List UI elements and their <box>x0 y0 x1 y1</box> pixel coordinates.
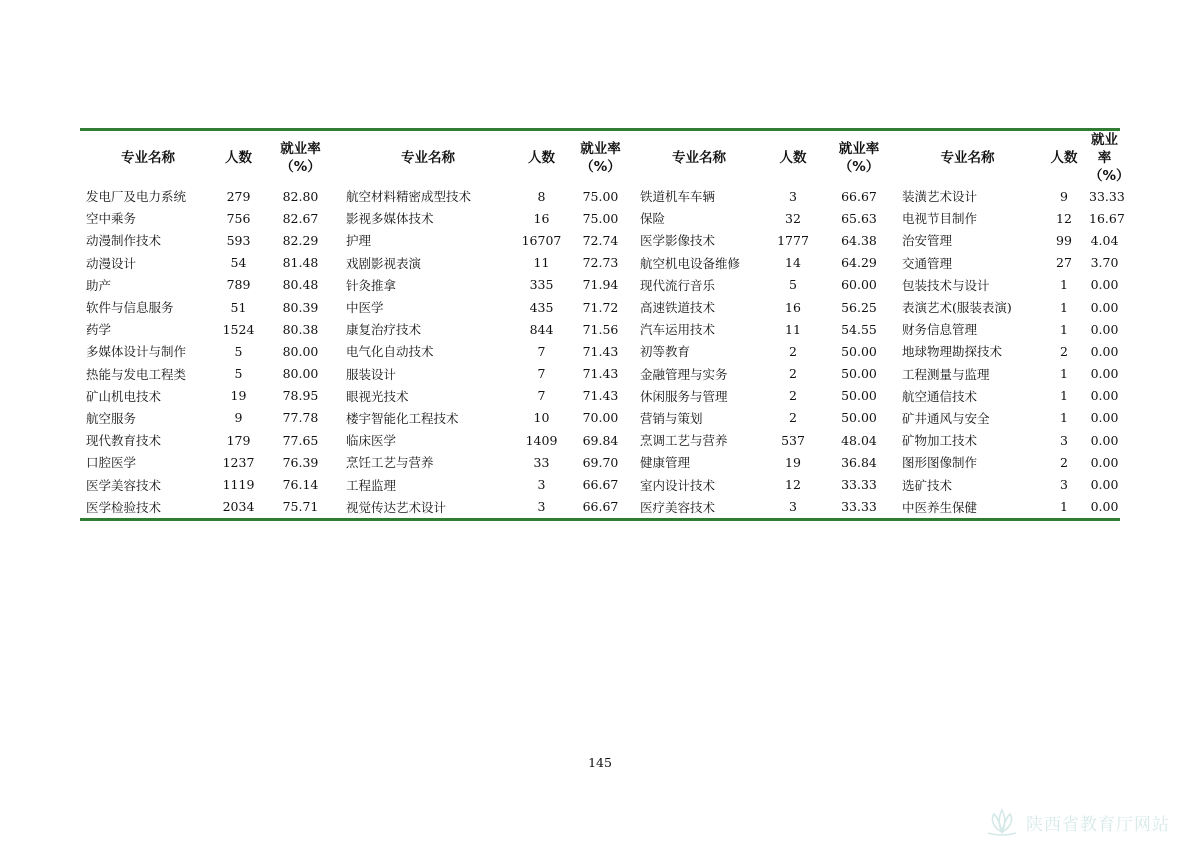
rate-cell: 60.00 <box>841 277 877 293</box>
rate-cell: 16.67 <box>1089 210 1125 226</box>
count-cell: 1119 <box>222 477 255 493</box>
count-cell: 2 <box>789 388 797 404</box>
rate-cell: 70.00 <box>582 410 619 426</box>
count-cell: 3 <box>537 477 546 493</box>
major-name-cell: 地球物理勘探技术 <box>902 344 1003 360</box>
count-cell: 11 <box>533 255 550 271</box>
count-cell: 7 <box>537 343 546 359</box>
table-row <box>80 318 1120 340</box>
major-name-cell: 软件与信息服务 <box>86 300 174 316</box>
count-cell: 10 <box>533 410 550 426</box>
major-name-cell: 现代教育技术 <box>86 433 162 449</box>
rate-cell: 4.04 <box>1090 232 1119 248</box>
rate-cell: 33.33 <box>1089 188 1125 204</box>
count-cell: 1 <box>1060 410 1068 426</box>
major-name-cell: 口腔医学 <box>86 455 137 471</box>
rate-cell: 82.29 <box>282 232 319 248</box>
count-cell: 1 <box>1060 277 1068 293</box>
rate-cell: 50.00 <box>841 410 877 426</box>
rate-cell: 75.00 <box>582 188 619 204</box>
count-cell: 756 <box>226 210 251 226</box>
count-cell: 179 <box>226 432 251 448</box>
major-name-cell: 保险 <box>640 211 666 227</box>
header-count: 人数 <box>779 150 807 166</box>
major-name-cell: 治安管理 <box>902 233 953 249</box>
header-rate: 就业率 （%） <box>580 141 621 175</box>
rate-cell: 71.43 <box>582 343 619 359</box>
count-cell: 27 <box>1056 255 1072 271</box>
count-cell: 16 <box>785 299 801 315</box>
major-name-cell: 选矿技术 <box>902 477 953 493</box>
count-cell: 3 <box>537 499 546 515</box>
rate-cell: 66.67 <box>582 477 619 493</box>
major-name-cell: 楼宇智能化工程技术 <box>346 410 459 426</box>
major-name-cell: 空中乘务 <box>86 211 137 227</box>
rate-cell: 65.63 <box>841 210 877 226</box>
major-name-cell: 矿井通风与安全 <box>902 410 990 426</box>
count-cell: 33 <box>533 454 550 470</box>
rate-cell: 71.72 <box>582 299 619 315</box>
count-cell: 5 <box>789 277 797 293</box>
header-major-name: 专业名称 <box>401 150 455 166</box>
rate-cell: 66.67 <box>582 499 619 515</box>
rate-cell: 0.00 <box>1090 410 1119 426</box>
rate-cell: 66.67 <box>841 188 877 204</box>
rate-cell: 3.70 <box>1090 255 1119 271</box>
watermark-text: 陕西省教育厅网站 <box>1026 815 1170 835</box>
table-row <box>80 385 1120 407</box>
count-cell: 279 <box>226 188 251 204</box>
header-major-name: 专业名称 <box>121 150 175 166</box>
count-cell: 2 <box>789 410 797 426</box>
rate-cell: 33.33 <box>841 477 877 493</box>
major-name-cell: 装潢艺术设计 <box>902 189 978 205</box>
rate-cell: 0.00 <box>1090 299 1119 315</box>
rate-cell: 0.00 <box>1090 499 1119 515</box>
table-row <box>80 207 1120 229</box>
rate-cell: 71.94 <box>582 277 619 293</box>
header-count: 人数 <box>225 150 252 166</box>
header-rate: 就业率 （%） <box>280 141 321 175</box>
major-name-cell: 医学检验技术 <box>86 499 162 515</box>
table-row <box>80 274 1120 296</box>
major-name-cell: 健康管理 <box>640 455 691 471</box>
count-cell: 9 <box>234 410 243 426</box>
major-name-cell: 室内设计技术 <box>640 477 716 493</box>
major-name-cell: 矿物加工技术 <box>902 433 978 449</box>
count-cell: 14 <box>785 255 801 271</box>
rate-cell: 71.56 <box>582 321 619 337</box>
major-name-cell: 航空通信技术 <box>902 388 978 404</box>
rate-cell: 64.29 <box>841 255 877 271</box>
header-rate: 就业率 （%） <box>838 141 880 175</box>
count-cell: 7 <box>537 388 546 404</box>
major-name-cell: 发电厂及电力系统 <box>86 189 187 205</box>
rate-cell: 69.70 <box>582 454 619 470</box>
table-row <box>80 363 1120 385</box>
count-cell: 2034 <box>222 499 255 515</box>
major-name-cell: 电视节目制作 <box>902 211 978 227</box>
count-cell: 12 <box>785 477 801 493</box>
header-count: 人数 <box>528 150 555 166</box>
major-name-cell: 营销与策划 <box>640 410 703 426</box>
rate-cell: 75.00 <box>582 210 619 226</box>
table-row <box>80 473 1120 495</box>
major-name-cell: 康复治疗技术 <box>346 322 422 338</box>
rate-cell: 71.43 <box>582 388 619 404</box>
rate-cell: 56.25 <box>841 299 877 315</box>
rate-cell: 80.38 <box>282 321 319 337</box>
major-name-cell: 医学美容技术 <box>86 477 162 493</box>
count-cell: 5 <box>234 343 243 359</box>
rate-cell: 82.67 <box>282 210 319 226</box>
major-name-cell: 戏剧影视表演 <box>346 255 422 271</box>
count-cell: 8 <box>537 188 546 204</box>
count-cell: 3 <box>1060 477 1068 493</box>
count-cell: 3 <box>789 499 797 515</box>
major-name-cell: 交通管理 <box>902 255 953 271</box>
major-name-cell: 工程监理 <box>346 477 397 493</box>
count-cell: 2 <box>789 343 797 359</box>
rate-cell: 0.00 <box>1090 366 1119 382</box>
rate-cell: 33.33 <box>841 499 877 515</box>
count-cell: 12 <box>1056 210 1072 226</box>
rate-cell: 36.84 <box>841 454 877 470</box>
count-cell: 2 <box>789 366 797 382</box>
count-cell: 99 <box>1056 232 1072 248</box>
count-cell: 537 <box>781 432 805 448</box>
major-name-cell: 电气化自动技术 <box>346 344 434 360</box>
data-table <box>80 131 1130 518</box>
count-cell: 1237 <box>222 454 255 470</box>
major-name-cell: 矿山机电技术 <box>86 388 162 404</box>
count-cell: 1 <box>1060 366 1068 382</box>
major-name-cell: 航空服务 <box>86 410 137 426</box>
rate-cell: 0.00 <box>1090 454 1119 470</box>
lotus-logo-icon <box>982 806 1022 838</box>
site-watermark <box>982 806 1182 838</box>
count-cell: 1 <box>1060 499 1068 515</box>
major-name-cell: 中医学 <box>346 300 384 316</box>
major-name-cell: 高速铁道技术 <box>640 300 716 316</box>
employment-rate-table <box>80 128 1130 521</box>
table-row <box>80 451 1120 473</box>
count-cell: 3 <box>1060 432 1068 448</box>
major-name-cell: 多媒体设计与制作 <box>86 344 187 360</box>
table-row <box>80 229 1120 251</box>
rate-cell: 0.00 <box>1090 477 1119 493</box>
count-cell: 1409 <box>525 432 558 448</box>
major-name-cell: 针灸推拿 <box>346 277 397 293</box>
rate-cell: 80.39 <box>282 299 319 315</box>
count-cell: 54 <box>230 255 247 271</box>
major-name-cell: 表演艺术(服装表演) <box>902 300 1012 316</box>
table-row <box>80 496 1120 518</box>
rate-cell: 50.00 <box>841 388 877 404</box>
count-cell: 16707 <box>521 232 562 248</box>
header-count: 人数 <box>1050 150 1078 166</box>
count-cell: 593 <box>226 232 251 248</box>
table-row <box>80 407 1120 429</box>
rate-cell: 72.73 <box>582 255 619 271</box>
rate-cell: 0.00 <box>1090 321 1119 337</box>
major-name-cell: 金融管理与实务 <box>640 366 728 382</box>
count-cell: 9 <box>1060 188 1068 204</box>
count-cell: 19 <box>785 454 801 470</box>
table-row <box>80 429 1120 451</box>
rate-cell: 50.00 <box>841 343 877 359</box>
major-name-cell: 航空材料精密成型技术 <box>346 189 472 205</box>
major-name-cell: 热能与发电工程类 <box>86 366 187 382</box>
rate-cell: 0.00 <box>1090 388 1119 404</box>
major-name-cell: 图形图像制作 <box>902 455 978 471</box>
major-name-cell: 汽车运用技术 <box>640 322 716 338</box>
major-name-cell: 财务信息管理 <box>902 322 978 338</box>
rate-cell: 50.00 <box>841 366 877 382</box>
count-cell: 11 <box>785 321 801 337</box>
count-cell: 844 <box>529 321 554 337</box>
rate-cell: 81.48 <box>282 255 319 271</box>
rate-cell: 0.00 <box>1090 343 1119 359</box>
major-name-cell: 医疗美容技术 <box>640 499 716 515</box>
count-cell: 789 <box>226 277 251 293</box>
major-name-cell: 眼视光技术 <box>346 388 409 404</box>
table-row <box>80 252 1120 274</box>
rate-cell: 48.04 <box>841 432 877 448</box>
table-bottom-rule <box>80 518 1120 521</box>
major-name-cell: 包装技术与设计 <box>902 277 990 293</box>
rate-cell: 82.80 <box>282 188 319 204</box>
page-number: 145 <box>588 755 612 770</box>
major-name-cell: 视觉传达艺术设计 <box>346 499 447 515</box>
table-row <box>80 185 1120 207</box>
count-cell: 5 <box>234 366 243 382</box>
rate-cell: 80.48 <box>282 277 319 293</box>
major-name-cell: 动漫设计 <box>86 255 137 271</box>
count-cell: 3 <box>789 188 797 204</box>
major-name-cell: 初等教育 <box>640 344 691 360</box>
count-cell: 32 <box>785 210 801 226</box>
count-cell: 1 <box>1060 299 1068 315</box>
rate-cell: 64.38 <box>841 232 877 248</box>
rate-cell: 80.00 <box>282 343 319 359</box>
rate-cell: 72.74 <box>582 232 619 248</box>
rate-cell: 76.39 <box>282 454 319 470</box>
rate-cell: 80.00 <box>282 366 319 382</box>
count-cell: 1 <box>1060 321 1068 337</box>
count-cell: 2 <box>1060 343 1068 359</box>
table-body <box>80 185 1125 518</box>
major-name-cell: 临床医学 <box>346 433 397 449</box>
major-name-cell: 烹调工艺与营养 <box>640 433 728 449</box>
major-name-cell: 助产 <box>86 277 112 293</box>
count-cell: 1524 <box>222 321 255 337</box>
count-cell: 335 <box>529 277 554 293</box>
header-rate: 就业率 （%） <box>1089 132 1130 184</box>
major-name-cell: 工程测量与监理 <box>902 366 990 382</box>
count-cell: 19 <box>230 388 247 404</box>
header-row <box>80 131 1120 185</box>
rate-cell: 0.00 <box>1090 432 1119 448</box>
count-cell: 435 <box>529 299 554 315</box>
header-major-name: 专业名称 <box>672 150 726 166</box>
table-row <box>80 340 1120 362</box>
table-row <box>80 296 1120 318</box>
count-cell: 7 <box>537 366 546 382</box>
rate-cell: 78.95 <box>282 388 319 404</box>
major-name-cell: 现代流行音乐 <box>640 277 716 293</box>
rate-cell: 77.65 <box>282 432 319 448</box>
major-name-cell: 服装设计 <box>346 366 397 382</box>
header-major-name: 专业名称 <box>940 150 995 166</box>
count-cell: 51 <box>230 299 247 315</box>
rate-cell: 0.00 <box>1090 277 1119 293</box>
major-name-cell: 中医养生保健 <box>902 499 978 515</box>
major-name-cell: 动漫制作技术 <box>86 233 162 249</box>
count-cell: 2 <box>1060 454 1068 470</box>
rate-cell: 76.14 <box>282 477 319 493</box>
rate-cell: 71.43 <box>582 366 619 382</box>
rate-cell: 54.55 <box>841 321 877 337</box>
rate-cell: 75.71 <box>282 499 319 515</box>
count-cell: 1777 <box>777 232 809 248</box>
major-name-cell: 航空机电设备维修 <box>640 255 741 271</box>
major-name-cell: 医学影像技术 <box>640 233 716 249</box>
major-name-cell: 烹饪工艺与营养 <box>346 455 434 471</box>
major-name-cell: 休闲服务与管理 <box>640 388 728 404</box>
count-cell: 1 <box>1060 388 1068 404</box>
major-name-cell: 影视多媒体技术 <box>346 211 434 227</box>
rate-cell: 69.84 <box>582 432 619 448</box>
major-name-cell: 护理 <box>346 233 372 249</box>
major-name-cell: 铁道机车车辆 <box>640 189 716 205</box>
major-name-cell: 药学 <box>86 322 112 338</box>
count-cell: 16 <box>533 210 550 226</box>
rate-cell: 77.78 <box>282 410 319 426</box>
